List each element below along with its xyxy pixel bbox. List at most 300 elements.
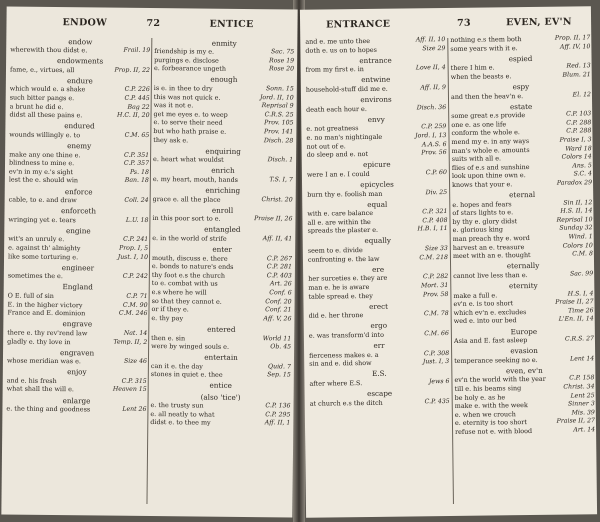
citation-reference: Quid. 7 [268, 363, 291, 371]
concordance-entry [308, 301, 448, 321]
citation-text: there e. thy rev'rend law [7, 328, 88, 338]
concordance-entry [153, 185, 293, 205]
concordance-entry [10, 36, 150, 56]
citation-line [7, 309, 147, 319]
citation-text: of stars lights to e. [452, 208, 514, 218]
citation-text: lest the e. should win [8, 175, 79, 185]
citation-text: knows that your e. [452, 180, 513, 189]
citation-text: e. the thing and goodness [6, 404, 91, 414]
citation-line [306, 84, 446, 94]
concordance-entry [8, 262, 148, 282]
citation-reference: C.P. 295 [265, 410, 291, 419]
citation-text: they ask e. [153, 135, 189, 144]
concordance-entry [307, 199, 447, 236]
citation-text: e. to serve their need [153, 118, 223, 128]
entry-headword: entice [209, 381, 232, 391]
citation-text: make e. with the week [454, 401, 528, 411]
citation-line [151, 314, 291, 324]
entry-headword: eternal [509, 190, 536, 200]
citation-reference: C.M. 65 [124, 131, 150, 139]
citation-reference: Sunday 32 [559, 224, 593, 233]
citation-line [6, 405, 146, 415]
citation-text: e. glorious king [452, 225, 503, 235]
citation-reference: Sinner 3 [567, 400, 595, 408]
citation-reference: C.P. 226 [124, 86, 150, 94]
citation-line [7, 337, 147, 347]
citation-text: household-stuff did me e. [305, 84, 388, 94]
citation-reference: Disch. 28 [263, 136, 294, 145]
citation-reference: Lent 14 [570, 355, 595, 363]
concordance-entry [454, 345, 594, 365]
entry-headword: England [62, 282, 93, 292]
citation-text: ev'n e. is too short [453, 299, 514, 309]
entry-headword: endure [66, 76, 93, 86]
citation-reference: Disch. 36 [416, 103, 447, 112]
citation-reference: Ban. 18 [124, 177, 149, 185]
concordance-entry [309, 368, 449, 388]
citation-text: man's whole e. amounts [451, 145, 530, 155]
concordance-entry [153, 146, 293, 166]
citation-reference: Praise II, 27 [556, 417, 595, 426]
entry-headword: epicycles [360, 179, 394, 189]
concordance-entry [151, 352, 291, 380]
concordance-entry [152, 224, 292, 244]
concordance-entry [307, 159, 447, 179]
citation-text: E. in the higher victory [7, 300, 83, 309]
citation-line [7, 385, 147, 395]
citation-line [306, 104, 446, 114]
concordance-entry [151, 244, 292, 324]
citation-line [9, 130, 149, 140]
entry-headword: epicure [363, 159, 391, 170]
citation-line [309, 378, 449, 388]
concordance-entry [309, 340, 449, 368]
entry-headword: engraven [59, 347, 95, 358]
citation-text: spreads the plaster e. [307, 226, 379, 236]
citation-reference: Heaven 15 [112, 386, 147, 394]
entry-headword: Europe [510, 326, 538, 336]
citation-text: some years with it e. [450, 43, 518, 53]
citation-line [10, 46, 150, 56]
concordance-entry [7, 282, 147, 319]
citation-reference: Mis. 39 [571, 409, 595, 417]
concordance-entry [6, 395, 146, 415]
citation-text: confronting e. the law [307, 254, 380, 264]
citation-text: her surceties e. they are [308, 274, 388, 284]
citation-text: or if they e. [151, 305, 189, 314]
citation-text: mouth, discuss e. there [152, 253, 228, 263]
citation-reference: C.M. 90 [122, 301, 148, 309]
citation-reference: Bag 22 [127, 103, 150, 111]
citation-text: so that they cannot e. [151, 296, 222, 306]
citation-reference: C.R.S. 25 [264, 110, 294, 119]
citation-text: O E. full of sin [7, 291, 54, 301]
citation-line [305, 45, 445, 55]
citation-text: e. when we crouch [454, 410, 516, 419]
concordance-entry [7, 367, 147, 395]
citation-text: a brunt he did e. [9, 102, 64, 111]
citation-text: be holy e. as he [454, 392, 506, 402]
citation-text: e. hopes and fears [452, 199, 512, 209]
entry-headword: enforceth [60, 206, 97, 216]
citation-line [454, 355, 594, 365]
concordance-entry [308, 264, 448, 301]
citation-reference: Coll. 24 [124, 196, 149, 205]
citation-reference: L.U. 18 [125, 216, 149, 224]
concordance-entry [7, 319, 147, 347]
citation-text: one e. as one life [451, 120, 507, 129]
citation-reference: Size 29 [422, 44, 446, 52]
citation-text: fierceness makes e. a [309, 350, 379, 360]
citation-line [454, 335, 594, 345]
left-column-1 [6, 35, 150, 415]
concordance-entry [9, 75, 149, 120]
citation-reference: Prop. II, 22 [114, 66, 151, 74]
citation-reference: Aff. V, 26 [263, 315, 292, 323]
concordance-entry [309, 320, 449, 340]
citation-reference: Red. 13 [566, 62, 591, 70]
citation-line [151, 370, 291, 380]
concordance-entry [153, 165, 293, 185]
citation-reference: Sac. 99 [569, 270, 594, 278]
citation-reference: C.P. 288 [566, 127, 592, 135]
citation-reference: C.P. 351 [123, 151, 150, 159]
citation-text: what shall the will e. [6, 384, 74, 394]
citation-reference: Reprisal 10 [556, 216, 593, 224]
citation-text: didst e. to thee my [150, 418, 211, 427]
citation-reference: C.P. 408 [422, 216, 448, 225]
citation-text: did e. her throne [308, 311, 364, 320]
citation-text: e.s where he will [151, 288, 207, 297]
citation-reference: El. 12 [572, 90, 592, 99]
citation-line [453, 250, 593, 260]
citation-reference: Conf. 20 [265, 297, 292, 306]
entry-headword: entwine [361, 75, 391, 85]
citation-reference: Just. I, 10 [117, 253, 149, 261]
concordance-entry [451, 81, 591, 101]
citation-reference: Size 46 [123, 357, 147, 366]
citation-text: all e. are within the [307, 217, 371, 227]
citation-reference: Conf. 21 [265, 306, 292, 314]
citation-text: by thy e. glory didst [452, 217, 518, 226]
entry-headword: escape [366, 388, 393, 398]
citation-reference: Frail. 19 [123, 46, 151, 55]
concordance-entry [454, 326, 594, 346]
citation-line [10, 65, 150, 75]
citation-reference: Prov. 141 [263, 128, 294, 136]
citation-reference: C.P. 315 [121, 377, 147, 385]
citation-text: cable, to e. and draw [8, 195, 77, 205]
citation-reference: Praise I, 3 [559, 136, 592, 144]
citation-reference: Colors 14 [561, 153, 592, 161]
left-page-header-left: ENDOW [62, 17, 108, 29]
citation-text: e. thy pay [151, 313, 184, 323]
citation-text: e. against th' almighty [8, 243, 81, 253]
citation-reference: A.A.S. 6 [421, 140, 447, 148]
citation-text: in this poor sort to e. [152, 214, 221, 224]
citation-reference: Div. 25 [425, 188, 448, 196]
citation-reference: Nat. 14 [123, 329, 148, 337]
citation-line [455, 426, 595, 436]
citation-reference: Praise II, 26 [254, 215, 293, 223]
citation-text: make a full e. [453, 291, 498, 300]
entry-note: (also 'tice') [200, 392, 241, 402]
citation-reference: Jews 6 [428, 377, 450, 386]
citation-text: there I him e. [450, 63, 495, 73]
entry-headword: espied [508, 53, 533, 63]
citation-text: e. heart what wouldst [153, 155, 224, 164]
citation-reference: Jord. I, 13 [415, 131, 447, 140]
citation-text: and e. me unto thee [305, 36, 371, 46]
citation-reference: C.P. 308 [423, 349, 450, 357]
citation-text: then e. sin [151, 333, 186, 342]
citation-line [9, 196, 149, 206]
citation-reference: Sin II, 12 [563, 198, 593, 207]
entry-headword: enter [212, 244, 232, 254]
citation-text: fame, e., virtues, all [9, 65, 75, 74]
concordance-entry [9, 186, 149, 206]
entry-headword: engine [65, 225, 91, 236]
citation-reference: Prov. 56 [421, 149, 447, 157]
citation-reference: Sep. 15 [267, 371, 291, 379]
citation-reference: Just. I, 3 [422, 358, 450, 366]
citation-text: gladly e. thy love in [7, 337, 71, 346]
entry-headword: E.S. [372, 369, 387, 379]
citation-reference: Sac. 75 [270, 48, 295, 56]
citation-line [307, 169, 447, 179]
citation-line [150, 418, 290, 428]
citation-text: man preach thy e. word [452, 234, 530, 244]
concordance-entry [454, 365, 595, 436]
citation-reference: H.C. II, 20 [116, 111, 150, 120]
citation-text: wringing yet e. tears [8, 215, 76, 225]
entry-headword: enough [210, 75, 238, 85]
left-page [1, 6, 297, 517]
citation-text: e. bonds to nature's ends [151, 262, 234, 272]
citation-text: to e. combat with us [151, 279, 218, 289]
citation-text: e. no man's nightingale [306, 132, 383, 142]
citation-text: e. was transform'd into [308, 330, 384, 340]
citation-reference: Christ. 20 [261, 195, 293, 204]
entry-headword: entered [207, 324, 236, 334]
concordance-entry [307, 179, 447, 199]
citation-text: doth e. us on to hopes [305, 45, 377, 55]
citation-reference: Aff. II, 10 [415, 36, 446, 44]
citation-line [8, 272, 148, 282]
citation-text: grace e. all the place [152, 194, 221, 204]
concordance-entry [8, 225, 148, 262]
entry-headword: environs [360, 94, 392, 105]
citation-line [8, 215, 148, 225]
citation-text: were I an e. I could [306, 169, 370, 179]
citation-reference: Aff. II, 9 [420, 83, 446, 92]
citation-line [310, 398, 450, 408]
citation-text: do sleep and e. not [306, 150, 369, 159]
citation-text: this was not quick e. [153, 92, 221, 102]
citation-reference: C.P. 357 [123, 159, 150, 168]
citation-line [453, 270, 593, 280]
citation-reference: T.S. I, 7 [269, 176, 293, 184]
citation-reference: Sonn. 15 [266, 85, 294, 93]
citation-text: wed e. into our bed [453, 316, 517, 326]
entry-headword: equal [367, 199, 388, 209]
concordance-entry [152, 205, 292, 225]
citation-reference: Aff. IV, 10 [559, 42, 591, 51]
citation-reference: Conf. 6 [269, 289, 292, 297]
citation-line [309, 330, 449, 340]
concordance-entry [9, 121, 149, 141]
citation-text: which would e. a shake [9, 84, 86, 94]
citation-text: can it e. the day [150, 361, 203, 371]
citation-line [308, 291, 448, 301]
citation-line [308, 225, 448, 235]
left-page-number: 72 [146, 17, 161, 30]
right-column-1 [305, 36, 450, 408]
citation-text: when the beasts e. [450, 72, 512, 81]
citation-reference: C.P. 71 [126, 292, 148, 301]
concordance-entry [308, 235, 448, 263]
citation-text: table spread e. they [308, 291, 373, 301]
citation-line [7, 357, 147, 367]
citation-line [306, 64, 446, 74]
citation-line [452, 179, 592, 189]
citation-text: and then the heav'n e. [450, 91, 524, 101]
entry-headword: estate [509, 101, 533, 111]
entry-headword: eternity [508, 280, 538, 291]
citation-reference: Paradox 29 [556, 179, 593, 187]
citation-text: like some torturing e. [8, 252, 79, 261]
entry-headword: equally [364, 236, 392, 246]
citation-line [153, 155, 293, 165]
concordance-entry [452, 189, 593, 260]
citation-text: cannot live less than e. [453, 270, 528, 280]
citation-text: nothing e.s them both [450, 35, 522, 44]
citation-line [151, 342, 291, 352]
citation-line [450, 43, 590, 53]
citation-line [9, 176, 149, 186]
citation-reference: C.P. 242 [122, 273, 148, 281]
citation-reference: Ward 18 [565, 144, 592, 153]
citation-text: France and E. dominion [7, 308, 86, 318]
citation-text: blindness to mine e. [8, 158, 75, 168]
citation-reference: Blum. 21 [562, 71, 591, 79]
citation-text: wounds willingly e. to [9, 130, 81, 140]
citation-reference: Lent 25 [570, 391, 595, 400]
citation-text: e. my heart, mouth, hands [152, 174, 239, 184]
citation-line [309, 358, 449, 368]
citation-reference: C.M. 66 [424, 329, 449, 338]
citation-reference: Aff. II, 41 [262, 235, 293, 243]
citation-reference: Prov. 105 [264, 119, 294, 127]
left-column-2 [150, 36, 294, 428]
entry-headword: enemy [67, 141, 92, 151]
citation-reference: Size 33 [424, 245, 448, 253]
citation-line [307, 189, 447, 199]
citation-reference: Disch. 1 [267, 156, 294, 164]
citation-line [451, 91, 591, 101]
citation-text: harvest an e. treasure [452, 242, 525, 252]
citation-text: thy foot e.s the church [151, 270, 226, 280]
citation-reference: Mort. 31 [420, 281, 449, 290]
entry-headword: enmity [211, 38, 237, 48]
entry-headword: enforce [64, 186, 93, 196]
citation-reference: C.P. 403 [266, 272, 292, 280]
entry-headword: eternally [506, 261, 540, 271]
citation-text: e. forbearance ungeth [153, 64, 227, 74]
concordance-entry [306, 74, 446, 94]
citation-line [9, 111, 149, 121]
citation-text: some great e.s provide [451, 111, 526, 121]
right-column-2 [450, 34, 595, 436]
citation-text: ev'n the world with the year [454, 375, 546, 385]
concordance-entry [150, 380, 290, 428]
right-page-header-left: ENTRANCE [326, 18, 391, 31]
citation-reference: Lent 26 [122, 405, 147, 414]
entry-headword: enlarge [62, 395, 91, 405]
citation-reference: L'En. II, 14 [558, 315, 594, 324]
entry-headword: err [373, 340, 385, 350]
citation-text: e. not greatness [306, 124, 359, 134]
citation-text: but who hath praise e. [153, 126, 227, 136]
citation-reference: C.P. 435 [424, 397, 450, 405]
concordance-entry [310, 388, 450, 408]
entry-headword: entrance [359, 55, 392, 65]
citation-line [154, 64, 294, 74]
citation-reference: Ans. 5 [572, 162, 592, 170]
citation-text: mend my e. in any ways [451, 137, 530, 146]
citation-text: at church e.s the ditch [309, 398, 383, 408]
citation-text: not out of e. [306, 141, 346, 151]
citation-text: ev'n in my e.'s sight [8, 167, 74, 177]
citation-reference: Rose 20 [268, 65, 295, 73]
entry-headword: espy [512, 81, 530, 92]
concordance-entry [450, 53, 590, 81]
citation-text: were by winged souls e. [151, 342, 230, 351]
citation-text: sometimes the e. [7, 271, 63, 281]
citation-reference: C.M. 8 [572, 250, 593, 258]
entry-headword: envy [367, 114, 385, 124]
citation-text: Asia and E. fast asleep [453, 336, 528, 346]
citation-line [451, 71, 591, 81]
entry-headword: ere [372, 264, 385, 274]
citation-reference: C.P. 158 [569, 374, 595, 383]
citation-reference: Christ. 34 [563, 383, 595, 391]
citation-text: e. the trusty sun [150, 401, 204, 410]
citation-text: conform the whole e. [451, 128, 520, 138]
concordance-entry [10, 56, 150, 76]
citation-text: sin and e. did show [309, 359, 372, 368]
citation-text: death each hour e. [306, 104, 367, 114]
entry-headword: ergo [370, 321, 388, 331]
citation-reference: C.M. 218 [419, 253, 448, 262]
citation-text: from my first e. in [305, 65, 364, 75]
citation-text: till e. his beams sing [454, 384, 522, 393]
citation-reference: Praise II, 27 [555, 298, 594, 306]
entry-headword: even, ev'n [505, 365, 543, 376]
citation-reference: H.S. I, 4 [567, 289, 594, 298]
right-page [300, 6, 597, 518]
citation-text: is e. in thee to dry [153, 84, 213, 93]
citation-text: friendship is my e. [154, 47, 215, 56]
concordance-entry [450, 34, 590, 53]
citation-reference: C.P. 321 [422, 208, 448, 216]
citation-line [153, 175, 293, 185]
citation-text: e. eternity is too short [454, 418, 527, 428]
citation-reference: C.P. 267 [266, 254, 293, 263]
citation-line [8, 252, 148, 262]
concordance-entry [154, 38, 294, 75]
concordance-entry [305, 55, 445, 75]
